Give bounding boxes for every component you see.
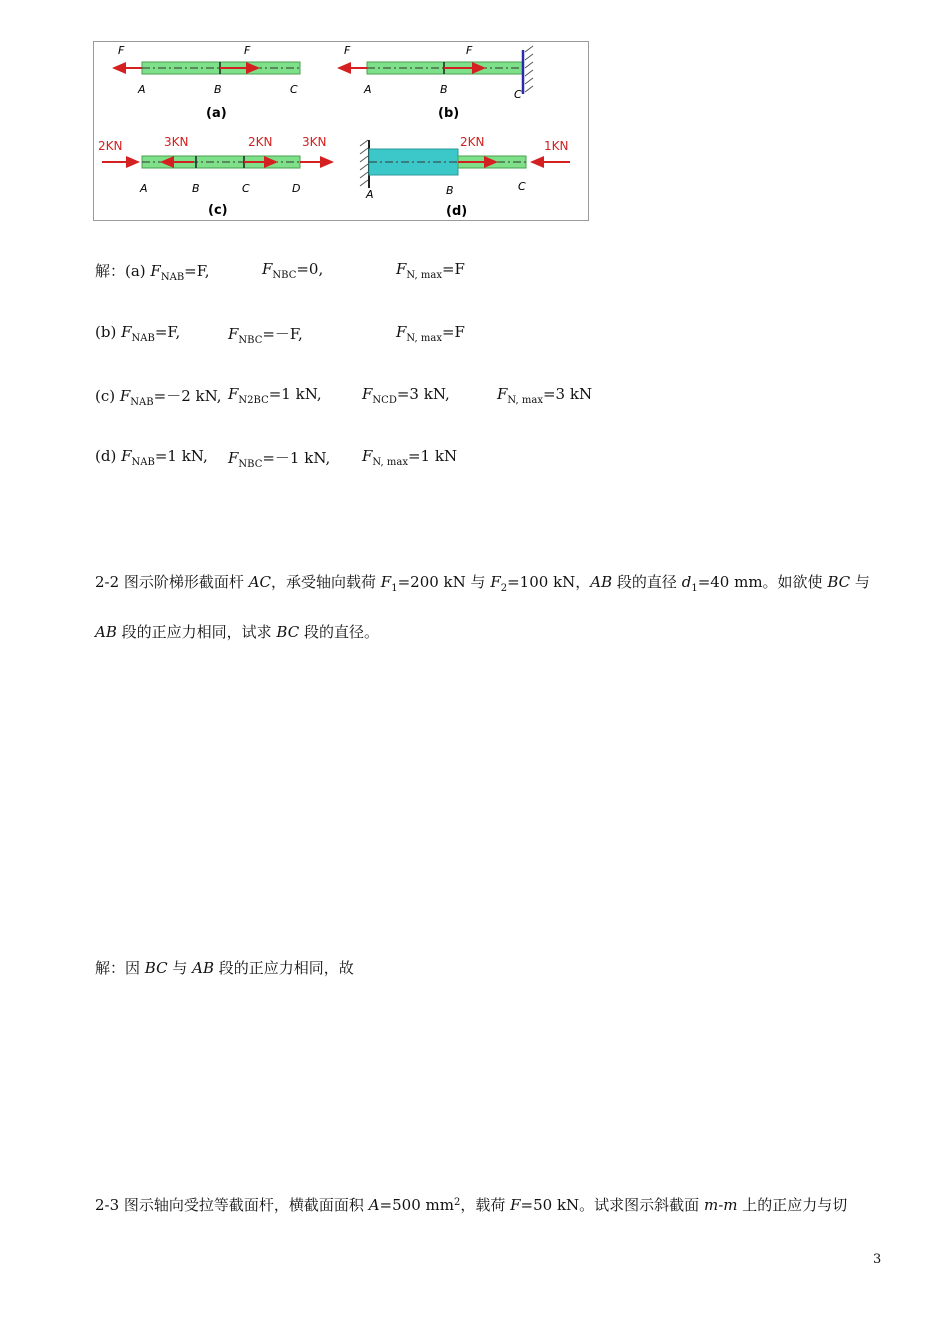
problem-2-2-solution [95, 957, 354, 978]
label-d-1kn: 1KN [544, 139, 569, 153]
text-seg: 解：因 [95, 959, 145, 977]
answer-d-t1-val: =1 kN, [154, 447, 208, 465]
var-bc: BC [827, 573, 851, 591]
answer-a-t1-sub: NAB [160, 272, 185, 283]
label-c-3kn-right: 3KN [302, 135, 327, 149]
caption-b: (b) [438, 106, 460, 121]
label-b-F2: F [466, 44, 473, 57]
answer-a-t1-val: =F, [184, 262, 210, 280]
answer-c-t3-sub: NCD [372, 395, 397, 406]
var-f1: F [380, 573, 392, 591]
answer-d-prefix: (d) [95, 447, 122, 465]
label-b-F1: F [344, 44, 351, 57]
var-ab: AB [95, 623, 117, 641]
label-c-2kn-mid: 2KN [248, 135, 273, 149]
label-c-B: B [192, 182, 200, 195]
answer-c: (c) $F_{NAB}=-2$ kN, $F_{N2BC}=1$ kN, $F_{NCD}=3$ kN, $F_{N, max}=3$ kN [95, 385, 593, 408]
diagram-a [114, 44, 300, 121]
text-seg: 2-3 图示轴向受拉等截面杆，横截面面积 [95, 1196, 369, 1214]
answer-c-t4-sub: N, max [507, 395, 543, 406]
label-c-3kn-mid: 3KN [164, 135, 189, 149]
label-a-A: A [138, 83, 146, 96]
truss-figure [93, 41, 589, 221]
caption-c: (c) [208, 203, 228, 218]
label-c-A: A [140, 182, 148, 195]
label-d-B: B [446, 184, 454, 197]
text-seg: =200 kN 与 [397, 573, 491, 591]
sup-2: 2 [453, 1197, 461, 1208]
var-d1: d [681, 573, 692, 591]
label-d-A: A [366, 188, 374, 201]
text-seg: 段的直径。 [299, 623, 379, 641]
label-b-B: B [440, 83, 448, 96]
problem-2-2-line2 [95, 621, 379, 642]
label-a-C: C [290, 83, 298, 96]
var-bc: BC [144, 959, 168, 977]
answer-b-t3-val: =F [441, 323, 465, 341]
answer-a-t2-sub: NBC [272, 270, 297, 281]
diagram-c [98, 135, 332, 218]
answer-d-t2-sub: NBC [238, 459, 263, 470]
answer-d-t3-sub: N, max [372, 457, 408, 468]
problem-2-3-line1 [95, 1194, 847, 1215]
label-b-A: A [364, 83, 372, 96]
label-c-C: C [242, 182, 250, 195]
sub-1: 1 [691, 583, 698, 594]
text-seg: 2-2 图示阶梯形截面杆 [95, 573, 249, 591]
sub-2: 2 [500, 583, 508, 594]
text-seg: =500 mm [379, 1196, 454, 1214]
var-mm: m-m [703, 1196, 738, 1214]
text-seg: =100 kN， [507, 573, 591, 591]
diagram-b [339, 44, 533, 121]
var-f2: F [490, 573, 501, 591]
answer-b-t3-sub: N, max [406, 333, 442, 344]
answer-b: (b) $F_{NAB}=F$, $F_{NBC}=-F$, $F_{N, max}=F$ [95, 323, 465, 346]
text-seg: 段的正应力相同，试求 [116, 623, 277, 641]
answer-b-prefix: (b) [95, 323, 122, 341]
var-ac: AC [248, 573, 272, 591]
problem-2-2-line1 [95, 571, 870, 592]
var-f: F [510, 1196, 521, 1214]
text-seg: =50 kN。试求图示斜截面 [520, 1196, 704, 1214]
text-seg: ，载荷 [460, 1196, 511, 1214]
text-seg: 段的直径 [612, 573, 682, 591]
text-seg: =40 mm。如欲使 [697, 573, 828, 591]
answer-c-t4-val: =3 kN [542, 385, 593, 403]
answer-d: (d) $F_{NAB}=1$ kN, $F_{NBC}=-1$ kN, $F_{N, max}=1$ kN [95, 447, 458, 470]
caption-d: (d) [446, 204, 468, 219]
caption-a: (a) [206, 106, 227, 121]
var-ab: AB [590, 573, 613, 591]
label-c-2kn-left: 2KN [98, 139, 123, 153]
text-seg: 上的正应力与切 [737, 1196, 848, 1214]
answer-b-t2-sub: NBC [238, 335, 263, 346]
var-a: A [368, 1196, 380, 1214]
text-seg: ，承受轴向载荷 [271, 573, 381, 591]
label-d-2kn: 2KN [460, 135, 485, 149]
answer-c-prefix: (c) [95, 387, 120, 405]
text-seg: 与 [167, 959, 193, 977]
answer-c-t1-val: =－2 kN, [153, 387, 222, 405]
answer-d-t2-val: =－1 kN, [262, 449, 331, 467]
text-seg: 段的正应力相同，故 [213, 959, 354, 977]
answer-c-t1-sub: NAB [130, 397, 154, 408]
answer-a-t3-val: =F [441, 260, 465, 278]
sub-1: 1 [391, 583, 398, 594]
answer-a-t3-sub: N, max [406, 270, 442, 281]
answer-d-t1-sub: NAB [131, 457, 155, 468]
text-seg: 与 [850, 573, 870, 591]
label-d-C: C [518, 180, 526, 193]
var-ab: AB [192, 959, 214, 977]
label-c-D: D [292, 182, 301, 195]
label-a-F2: F [244, 44, 251, 57]
label-a-B: B [214, 83, 222, 96]
answer-b-t1-val: =F, [154, 323, 181, 341]
label-b-C: C [514, 88, 522, 101]
label-a-F1: F [118, 44, 125, 57]
page-number: 3 [873, 1252, 882, 1267]
answer-a: 解：(a) $F_{NAB}=F$, $F_{NBC}=0$, $F_{N, max}=F$ [95, 260, 465, 283]
answer-c-t2-val: =1 kN, [268, 385, 322, 403]
answer-c-t3-val: =3 kN, [396, 385, 450, 403]
answer-a-t2-val: =0, [296, 260, 324, 278]
diagram-d [360, 135, 570, 219]
axial-bar-diagrams [94, 42, 588, 220]
var-bc: BC [276, 623, 300, 641]
answer-a-prefix: 解：(a) [95, 262, 151, 280]
answer-d-t3-val: =1 kN [407, 447, 458, 465]
answer-b-t1-sub: NAB [131, 333, 155, 344]
answer-c-t2-sub: N2BC [238, 395, 269, 406]
answer-b-t2-val: =－F, [262, 325, 303, 343]
